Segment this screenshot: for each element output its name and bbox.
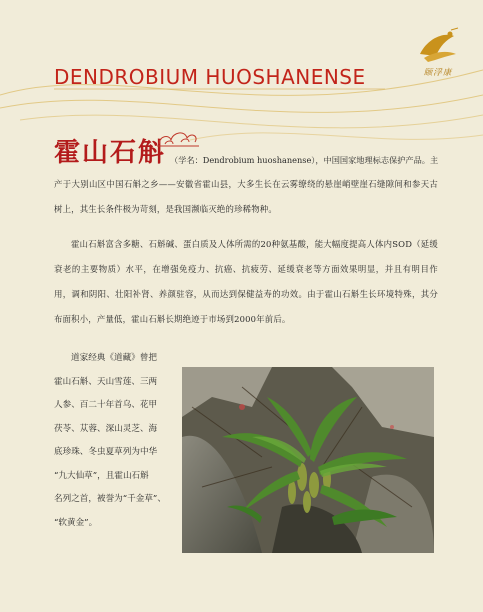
english-title: DENDROBIUM HUOSHANENSE	[54, 65, 366, 89]
intro-line: （学名：Dendrobium huoshanense），中国国家地理标志保护产品。主	[170, 155, 439, 165]
crane-logo-icon	[414, 26, 462, 66]
side-line: 道家经典《道藏》曾把	[71, 353, 157, 363]
cloud-ornament-icon	[155, 124, 201, 150]
side-line: 底珍珠、冬虫夏草列为中华	[54, 447, 158, 457]
side-line: “软黄金”。	[54, 517, 98, 528]
brand-logo	[414, 26, 462, 78]
dendrobium-plant-photo	[182, 367, 434, 553]
chinese-title: 霍山石斛	[54, 138, 167, 168]
side-line: 茯苓、苁蓉、深山灵芝、海	[54, 423, 158, 434]
side-paragraph	[54, 347, 170, 535]
plant-illustration	[182, 367, 434, 553]
side-line: 人参、百二十年首乌、花甲	[54, 400, 158, 410]
side-line: 霍山石斛、天山雪莲、三两	[54, 376, 158, 387]
paragraph-origin: 产于大别山区中国石斛之乡——安徽省霍山县，大多生长在云雾缭绕的悬崖峭壁崖石缝隙间和参天古树上，其生长条件极为苛刻，是我国濒临灭绝的珍稀物种。	[54, 179, 438, 214]
side-line: “九大仙草”，且霍山石斛	[54, 470, 149, 481]
logo-text: 颐浮康	[423, 68, 453, 78]
side-line: 名列之首，被誉为“千金草”、	[54, 494, 166, 504]
paragraph-benefits: 霍山石斛富含多糖、石斛碱、蛋白质及人体所需的20种氨基酸，能大幅度提高人体内SOD（延缓衰老的主要物质）水平，在增强免疫力、抗癌、抗疲劳、延缓衰老等方面效果明显，并且有明目作用，调和阴阳、壮阳补肾、养颜驻容，从而达到保健益寿的功效。由于霍山石斛生长环境特殊，其分布面积小，产量低，霍山石斛长期绝迹于市场到2000年前后。	[54, 239, 438, 324]
